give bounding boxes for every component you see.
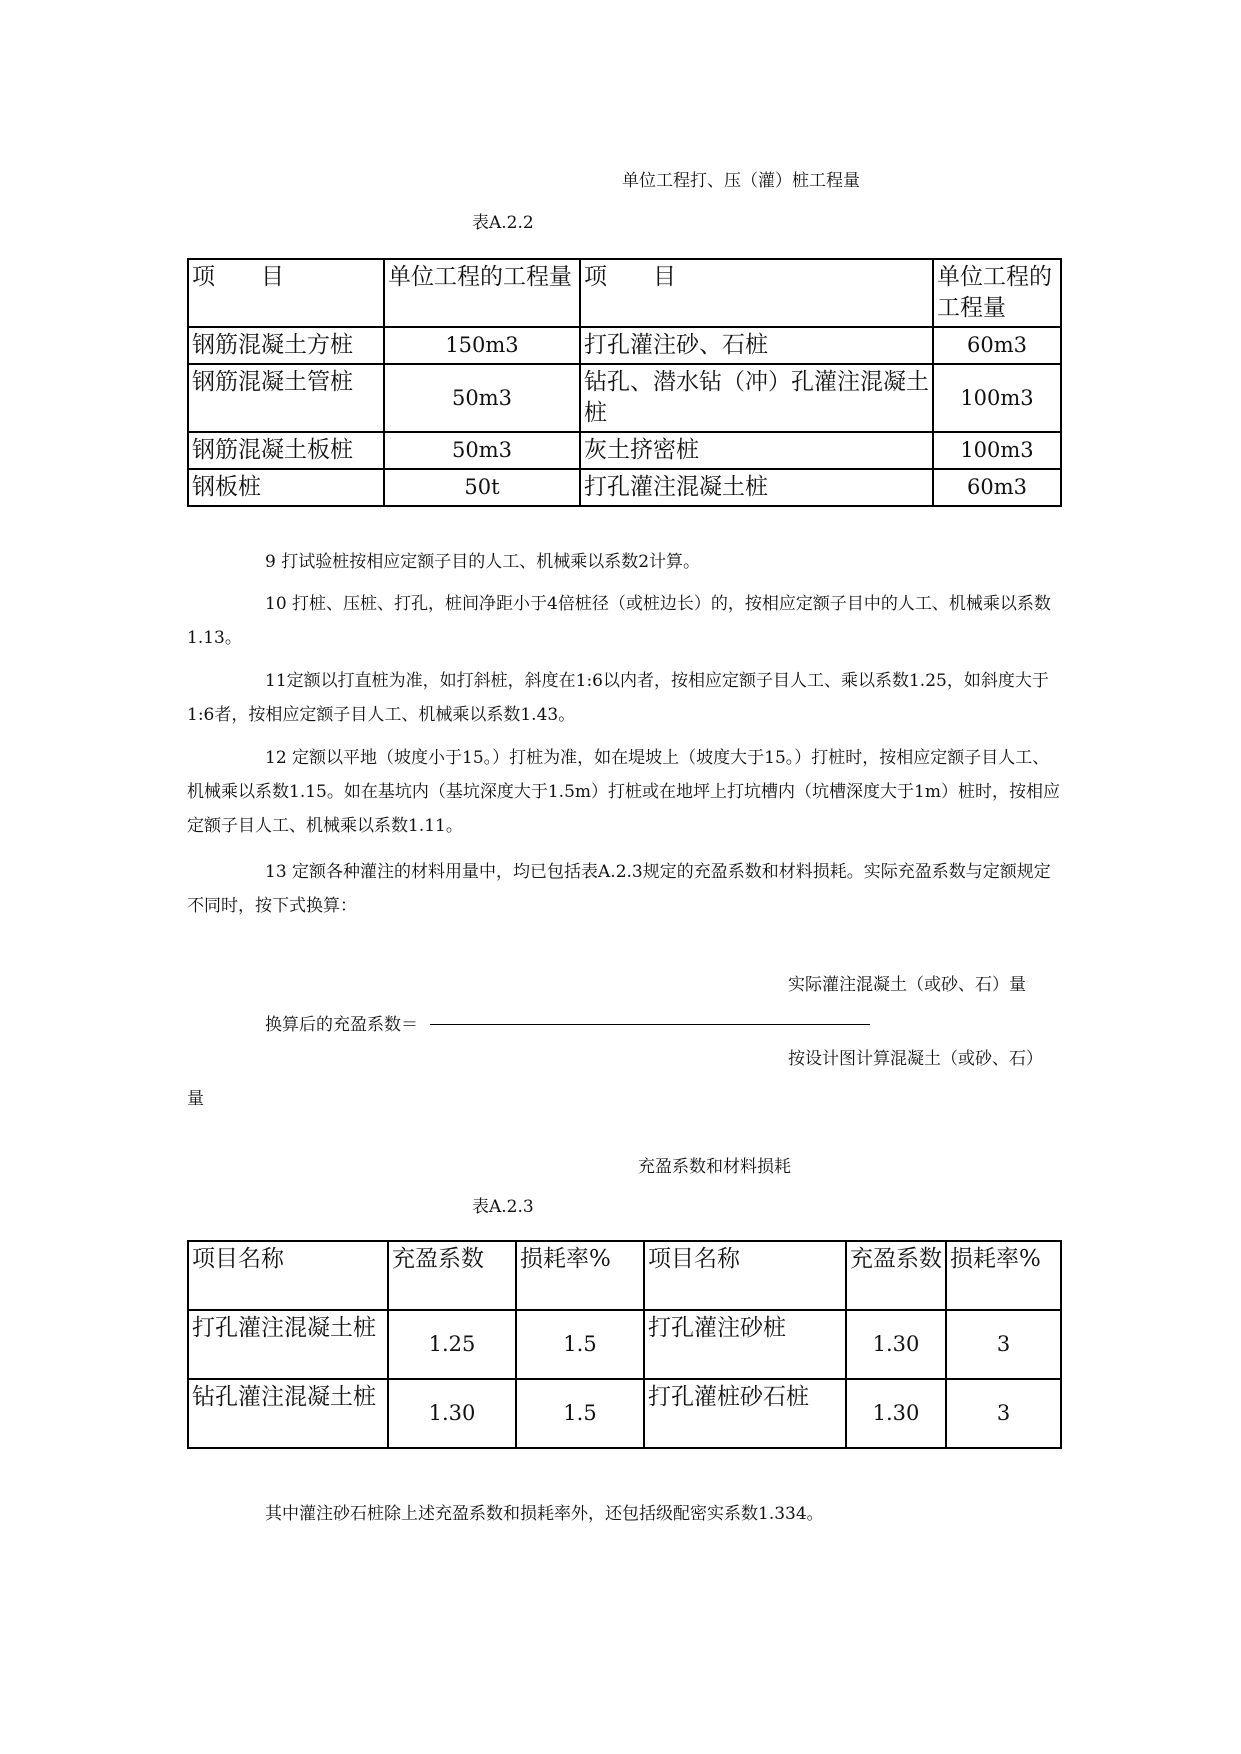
formula-lhs: 换算后的充盈系数＝ — [265, 1015, 418, 1035]
table-cell: 钢筋混凝土管桩 — [188, 364, 384, 432]
table-cell: 钻孔灌注混凝土桩 — [188, 1379, 388, 1448]
table-cell: 打孔灌注砂、石桩 — [580, 327, 933, 364]
table-row — [188, 432, 1061, 469]
header-cell: 损耗率% — [946, 1241, 1061, 1310]
table-cell: 60m3 — [933, 469, 1061, 506]
table-cell: 100m3 — [933, 432, 1061, 469]
table-cell: 钢筋混凝土板桩 — [188, 432, 384, 469]
table-cell: 100m3 — [933, 364, 1061, 432]
formula-numerator: 实际灌注混凝土（或砂、石）量 — [788, 975, 1026, 995]
table-cell: 1.25 — [388, 1310, 516, 1379]
header-cell: 充盈系数 — [388, 1241, 516, 1310]
header-cell: 单位工程的工程量 — [933, 259, 1061, 327]
table2-title: 充盈系数和材料损耗 — [638, 1157, 791, 1177]
table-row — [188, 364, 1061, 432]
fraction-bar — [430, 1012, 870, 1025]
table-cell: 3 — [946, 1310, 1061, 1379]
formula-denominator: 按设计图计算混凝土（或砂、石） — [788, 1049, 1043, 1069]
table-cell: 50m3 — [384, 432, 580, 469]
footer-note: 其中灌注砂石桩除上述充盈系数和损耗率外，还包括级配密实系数1.334。 — [265, 1504, 824, 1524]
header-cell: 项目名称 — [644, 1241, 846, 1310]
table-cell: 1.30 — [388, 1379, 516, 1448]
table-cell: 1.5 — [516, 1379, 644, 1448]
table-row — [188, 1310, 1061, 1379]
table-cell: 钻孔、潜水钻（冲）孔灌注混凝土桩 — [580, 364, 933, 432]
table-header-row — [188, 1241, 1061, 1310]
table-cell: 打孔灌桩砂石桩 — [644, 1379, 846, 1448]
paragraph-10-text: 10 打桩、压桩、打孔，桩间净距小于4倍桩径（或桩边长）的，按相应定额子目中的人工、机械乘以系数1.13。 — [187, 594, 1051, 648]
table-cell: 1.30 — [846, 1310, 946, 1379]
table-row — [188, 327, 1061, 364]
header-cell: 项 目 — [580, 259, 933, 327]
paragraph-11 — [187, 664, 1065, 732]
table-cell: 打孔灌注混凝土桩 — [188, 1310, 388, 1379]
table1-label: 表A.2.2 — [472, 213, 534, 233]
paragraph-9: 9 打试验桩按相应定额子目的人工、机械乘以系数2计算。 — [265, 552, 701, 572]
header-cell: 单位工程的工程量 — [384, 259, 580, 327]
table-cell: 60m3 — [933, 327, 1061, 364]
table-cell: 150m3 — [384, 327, 580, 364]
table-cell: 钢筋混凝土方桩 — [188, 327, 384, 364]
table-cell: 3 — [946, 1379, 1061, 1448]
pile-quantity-table — [187, 258, 1062, 507]
paragraph-10 — [187, 587, 1065, 655]
header-cell: 损耗率% — [516, 1241, 644, 1310]
table-row — [188, 469, 1061, 506]
paragraph-11-text: 11定额以打直桩为准，如打斜桩，斜度在1:6以内者，按相应定额子目人工、乘以系数1.25，如斜度大于1:6者，按相应定额子目人工、机械乘以系数1.43。 — [187, 671, 1049, 725]
header-cell: 项 目 — [188, 259, 384, 327]
table-cell: 50m3 — [384, 364, 580, 432]
table-cell: 灰土挤密桩 — [580, 432, 933, 469]
paragraph-12-text: 12 定额以平地（坡度小于15。）打桩为准，如在堤坡上（坡度大于15。）打桩时，按相应定额子目人工、机械乘以系数1.15。如在基坑内（基坑深度大于1.5m）打桩或在地坪上打坑槽内（坑槽深度大于1m）桩时，按相应定额子目人工、机械乘以系数1.11。 — [187, 748, 1060, 836]
table-cell: 50t — [384, 469, 580, 506]
table-cell: 打孔灌注砂桩 — [644, 1310, 846, 1379]
paragraph-12 — [187, 741, 1065, 843]
table-cell: 1.30 — [846, 1379, 946, 1448]
table-cell: 1.5 — [516, 1310, 644, 1379]
table2-label: 表A.2.3 — [472, 1197, 534, 1217]
table-header-row — [188, 259, 1061, 327]
table1-title: 单位工程打、压（灌）桩工程量 — [622, 171, 860, 191]
formula-denominator-tail: 量 — [187, 1089, 204, 1109]
header-cell: 项目名称 — [188, 1241, 388, 1310]
table-cell: 钢板桩 — [188, 469, 384, 506]
table-cell: 打孔灌注混凝土桩 — [580, 469, 933, 506]
fill-coefficient-table — [187, 1240, 1062, 1449]
table-row — [188, 1379, 1061, 1448]
header-cell: 充盈系数 — [846, 1241, 946, 1310]
paragraph-13-text: 13 定额各种灌注的材料用量中，均已包括表A.2.3规定的充盈系数和材料损耗。实际充盈系数与定额规定不同时，按下式换算： — [187, 862, 1051, 916]
paragraph-13 — [187, 855, 1065, 923]
